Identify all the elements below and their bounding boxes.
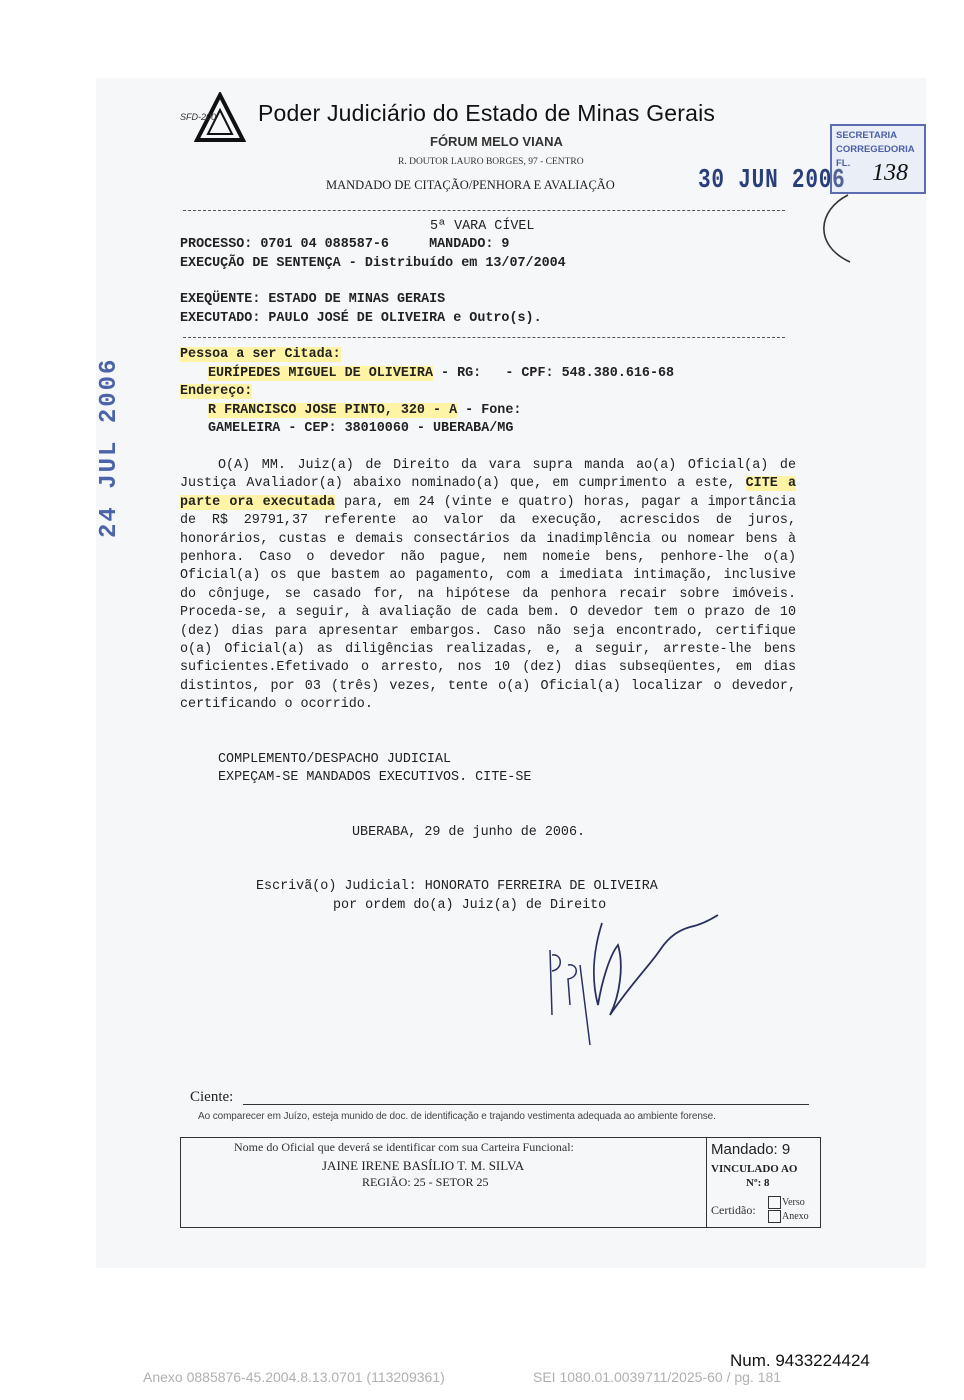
exequente: EXEQÜENTE: ESTADO DE MINAS GERAIS bbox=[180, 292, 446, 307]
judge-order: por ordem do(a) Juiz(a) de Direito bbox=[333, 898, 607, 913]
vara: 5ª VARA CÍVEL bbox=[430, 219, 535, 234]
person-name: EURÍPEDES MIGUEL DE OLIVEIRA bbox=[208, 366, 433, 381]
side-date-stamp: 24 JUL 2006 bbox=[96, 357, 123, 538]
clerk-name: Escrivã(o) Judicial: HONORATO FERREIRA DE OLIVEIRA bbox=[256, 879, 658, 894]
place-date: UBERABA, 29 de junho de 2006. bbox=[352, 825, 586, 840]
executado: EXECUTADO: PAULO JOSÉ DE OLIVEIRA e Outro(s). bbox=[180, 311, 542, 326]
officer-label: Nome do Oficial que deverá se identificar com sua Carteira Funcional: bbox=[234, 1140, 574, 1154]
handwritten-arc bbox=[808, 190, 858, 270]
annex-reference: Anexo 0885876-45.2004.8.13.0701 (113209361) bbox=[143, 1369, 445, 1385]
mandate-body bbox=[180, 457, 796, 715]
anexo-option[interactable] bbox=[768, 1210, 809, 1223]
forum-name: FÓRUM MELO VIANA bbox=[430, 134, 563, 149]
body-text-highlight: CITE a parte ora executada bbox=[180, 476, 796, 510]
receipt-stamp-line3: FL. bbox=[836, 158, 851, 169]
forum-address: R. DOUTOR LAURO BORGES, 97 - CENTRO bbox=[398, 157, 584, 167]
divider bbox=[183, 210, 785, 211]
ciente-signature-line bbox=[243, 1104, 809, 1105]
folio-number: 138 bbox=[872, 160, 908, 186]
complement-text: EXPEÇAM-SE MANDADOS EXECUTIVOS. CITE-SE bbox=[218, 770, 532, 785]
vinculado-label: VINCULADO AO bbox=[711, 1163, 798, 1175]
execution-line: EXECUÇÃO DE SENTENÇA - Distribuído em 13/07/2004 bbox=[180, 256, 566, 271]
officer-region: REGIÃO: 25 - SETOR 25 bbox=[362, 1175, 489, 1189]
receipt-stamp-line2: CORREGEDORIA bbox=[836, 144, 915, 155]
address-label: Endereço: bbox=[180, 384, 253, 399]
body-text-pre: O(A) MM. Juiz(a) de Direito da vara supra manda ao(a) Oficial(a) de Justiça Avaliador(a) abaixo nominado(a) que, em cumprimento a este, bbox=[180, 458, 796, 492]
mandate-type: MANDADO DE CITAÇÃO/PENHORA E AVALIAÇÃO bbox=[326, 178, 615, 192]
verso-option[interactable] bbox=[768, 1196, 805, 1209]
ciente-label: Ciente: bbox=[190, 1089, 234, 1105]
officer-box-divider bbox=[706, 1137, 707, 1228]
verso-checkbox[interactable] bbox=[768, 1196, 781, 1209]
person-city: GAMELEIRA - CEP: 38010060 - UBERABA/MG bbox=[208, 421, 514, 436]
ciente-notice: Ao comparecer em Juízo, esteja munido de doc. de identificação e trajando vestimenta adequada ao ambiente forense. bbox=[198, 1111, 716, 1122]
signature bbox=[540, 905, 740, 1045]
form-code: SFD-200 bbox=[180, 112, 217, 122]
complement-label: COMPLEMENTO/DESPACHO JUDICIAL bbox=[218, 752, 452, 767]
verso-label: Verso bbox=[782, 1196, 805, 1208]
court-title: Poder Judiciário do Estado de Minas Gerais bbox=[258, 100, 716, 126]
vinculado-number: Nº: 8 bbox=[746, 1177, 770, 1189]
mandado-number: Mandado: 9 bbox=[711, 1141, 791, 1158]
person-street: R FRANCISCO JOSE PINTO, 320 - A bbox=[208, 403, 458, 418]
sei-reference: SEI 1080.01.0039711/2025-60 / pg. 181 bbox=[533, 1369, 782, 1385]
process-line: PROCESSO: 0701 04 088587-6 MANDADO: 9 bbox=[180, 237, 510, 252]
receipt-stamp-line1: SECRETARIA bbox=[836, 130, 898, 141]
officer-name: JAINE IRENE BASÍLIO T. M. SILVA bbox=[322, 1158, 525, 1173]
divider bbox=[183, 337, 785, 338]
anexo-checkbox[interactable] bbox=[768, 1210, 781, 1223]
date-stamp: 30 JUN 2006 bbox=[698, 166, 846, 196]
anexo-label: Anexo bbox=[782, 1210, 809, 1222]
body-text-post: para, em 24 (vinte e quatro) horas, pagar a importância de R$ 29791,37 referente ao valor da execução, acrescidos de juros, honorários, custas e demais consectários da inadimplência ou nomear bens à penhora. Caso o devedor não pague, nem nomeie bens, penhore-lhe o(a) Oficial(a) os que bastem ao pagamento, com a imediata intimação, inclusive do cônjuge, se casado for, na hipótese da penhora recair sobre imóveis. Proceda-se, a seguir, à avaliação de cada bem. O devedor tem o prazo de 10 (dez) dias para apresentar embargos. Caso não seja encontrado, certifique o(a) Oficial(a) as diligências realizadas, e, a seguir, arreste-lhe bens suficientes.Efetivado o arresto, nos 10 (dez) dias subseqüentes, em dias distintos, por 03 (três) vezes, tente o(a) Oficial(a) localizar o devedor, certificando o ocorrido. bbox=[180, 494, 796, 713]
person-ids: - RG: - CPF: 548.380.616-68 bbox=[433, 366, 675, 381]
person-label: Pessoa a ser Citada: bbox=[180, 347, 341, 362]
document-number: Num. 9433224424 bbox=[730, 1351, 870, 1370]
person-phone: - Fone: bbox=[457, 403, 522, 418]
certidao-label: Certidão: bbox=[711, 1203, 756, 1217]
